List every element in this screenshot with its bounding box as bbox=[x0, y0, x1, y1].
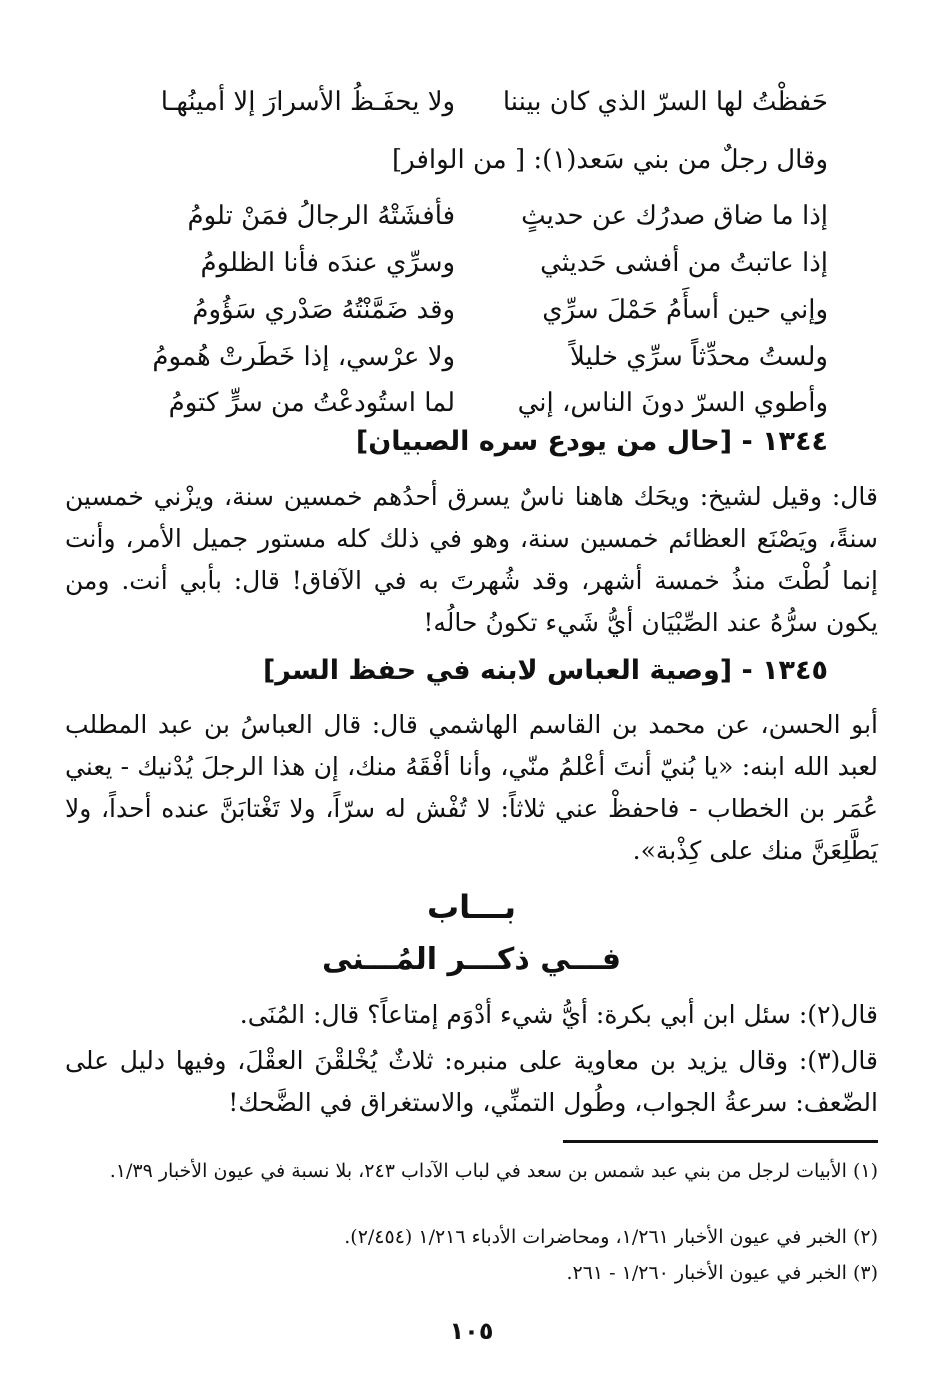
verse-first-hemistich: حَفظْتُ لها السرّ الذي كان بيننا bbox=[502, 87, 828, 117]
poem-verse bbox=[150, 383, 828, 423]
chapter-title: بـــاب bbox=[427, 888, 516, 926]
page-number: ١٠٥ bbox=[449, 1317, 494, 1345]
footnote: (١) الأبيات لرجل من بني عبد شمس بن سعد في لباب الآداب ٢٤٣، بلا نسبة في عيون الأخبار ١/٣٩. bbox=[109, 1160, 878, 1182]
paragraph: قال(٢): سئل ابن أبي بكرة: أيُّ شيء أدْوَم إمتاعاً؟ قال: المُنَى. bbox=[239, 1000, 878, 1029]
verse-second-hemistich: وسرِّي عندَه فأنا الظلومُ bbox=[200, 248, 456, 278]
verse-first-hemistich: وأطوي السرّ دونَ الناس، إني bbox=[517, 388, 828, 418]
verse-second-hemistich: لما استُودعْتُ من سرٍّ كتومُ bbox=[168, 388, 456, 418]
paragraph: قال(٣): وقال يزيد بن معاوية على منبره: ثلاثٌ يُخْلقْنَ العقْلَ، وفيها دليل على الضّعف: سرعةُ الجواب، وطُول التمنِّي، والاستغراق في الضَّحك! bbox=[65, 1046, 878, 1117]
verse-first-hemistich: ولستُ محدِّثاً سرِّي خليلاً bbox=[569, 342, 828, 372]
verse-second-hemistich: وقد ضَمَّنْتُهُ صَدْري سَؤُومُ bbox=[192, 295, 456, 325]
section-heading-1344: ١٣٤٤ - [حال من يودع سره الصبيان] bbox=[355, 426, 828, 457]
poem-intro: وقال رجلٌ من بني سَعد(١): [ من الوافر] bbox=[391, 145, 828, 175]
footnote: (٣) الخبر في عيون الأخبار ١/٢٦٠ - ٢٦١. bbox=[566, 1262, 878, 1284]
section-text-1345: أبو الحسن، عن محمد بن القاسم الهاشمي قال: قال العباسُ بن عبد المطلب لعبد الله ابنه: «يا بُنيّ أنتَ أعْلمُ منّي، وأنا أفْقَهُ منك، إن هذا الرجلَ يُدْنيك - يعني عُمَر بن الخطاب - فاحفظْ عني ثلاثاً: لا تُفْش له سرّاً، ولا تَغْتابَنَّ عنده أحداً، ولا يَطَّلِعَنَّ منك على كِذْبة». bbox=[65, 710, 878, 865]
poem-verse bbox=[150, 290, 828, 330]
verse-first-hemistich: إذا ما ضاق صدرُك عن حديثٍ bbox=[521, 201, 828, 231]
verse-second-hemistich: ولا عرْسي، إذا خَطَرتْ هُمومُ bbox=[152, 342, 456, 372]
verse-second-hemistich: فأفشَتْهُ الرجالُ فمَنْ تلومُ bbox=[187, 201, 456, 231]
footnote: (٢) الخبر في عيون الأخبار ١/٢٦١، ومحاضرات الأدباء ١/٢١٦ (٢/٤٥٤). bbox=[344, 1226, 878, 1248]
verse-first-hemistich: وإني حين أسأَمُ حَمْلَ سرِّي bbox=[542, 295, 828, 325]
poem-verse bbox=[150, 337, 828, 377]
footnote-divider bbox=[563, 1140, 878, 1143]
section-heading-1345: ١٣٤٥ - [وصية العباس لابنه في حفظ السر] bbox=[262, 655, 828, 686]
poem-verse bbox=[150, 243, 828, 283]
verse-second-hemistich: ولا يحفَـظُ الأسرارَ إلا أمينُهـا bbox=[160, 87, 456, 117]
poem-verse bbox=[150, 196, 828, 236]
chapter-subtitle: فـــي ذكـــر المُـــنى bbox=[322, 942, 621, 977]
section-text-1344: قال: وقيل لشيخ: ويحَك هاهنا ناسٌ يسرق أحدُهم خمسين سنة، ويزْني خمسين سنةً، ويَصْنَع العظائم خمسين سنة، وهو في ذلك كله مستور جميل الأمر، وأنت إنما لُطْتَ منذُ خمسة أشهر، وقد شُهرتَ به في الآفاق! قال: بأبي أنت. ومن يكون سرُّهُ عند الصِّبْيَان أيُّ شَيء تكونُ حالُه! bbox=[65, 482, 878, 637]
opening-verse bbox=[150, 82, 828, 122]
verse-first-hemistich: إذا عاتبتُ من أفشى حَديثي bbox=[540, 248, 828, 278]
